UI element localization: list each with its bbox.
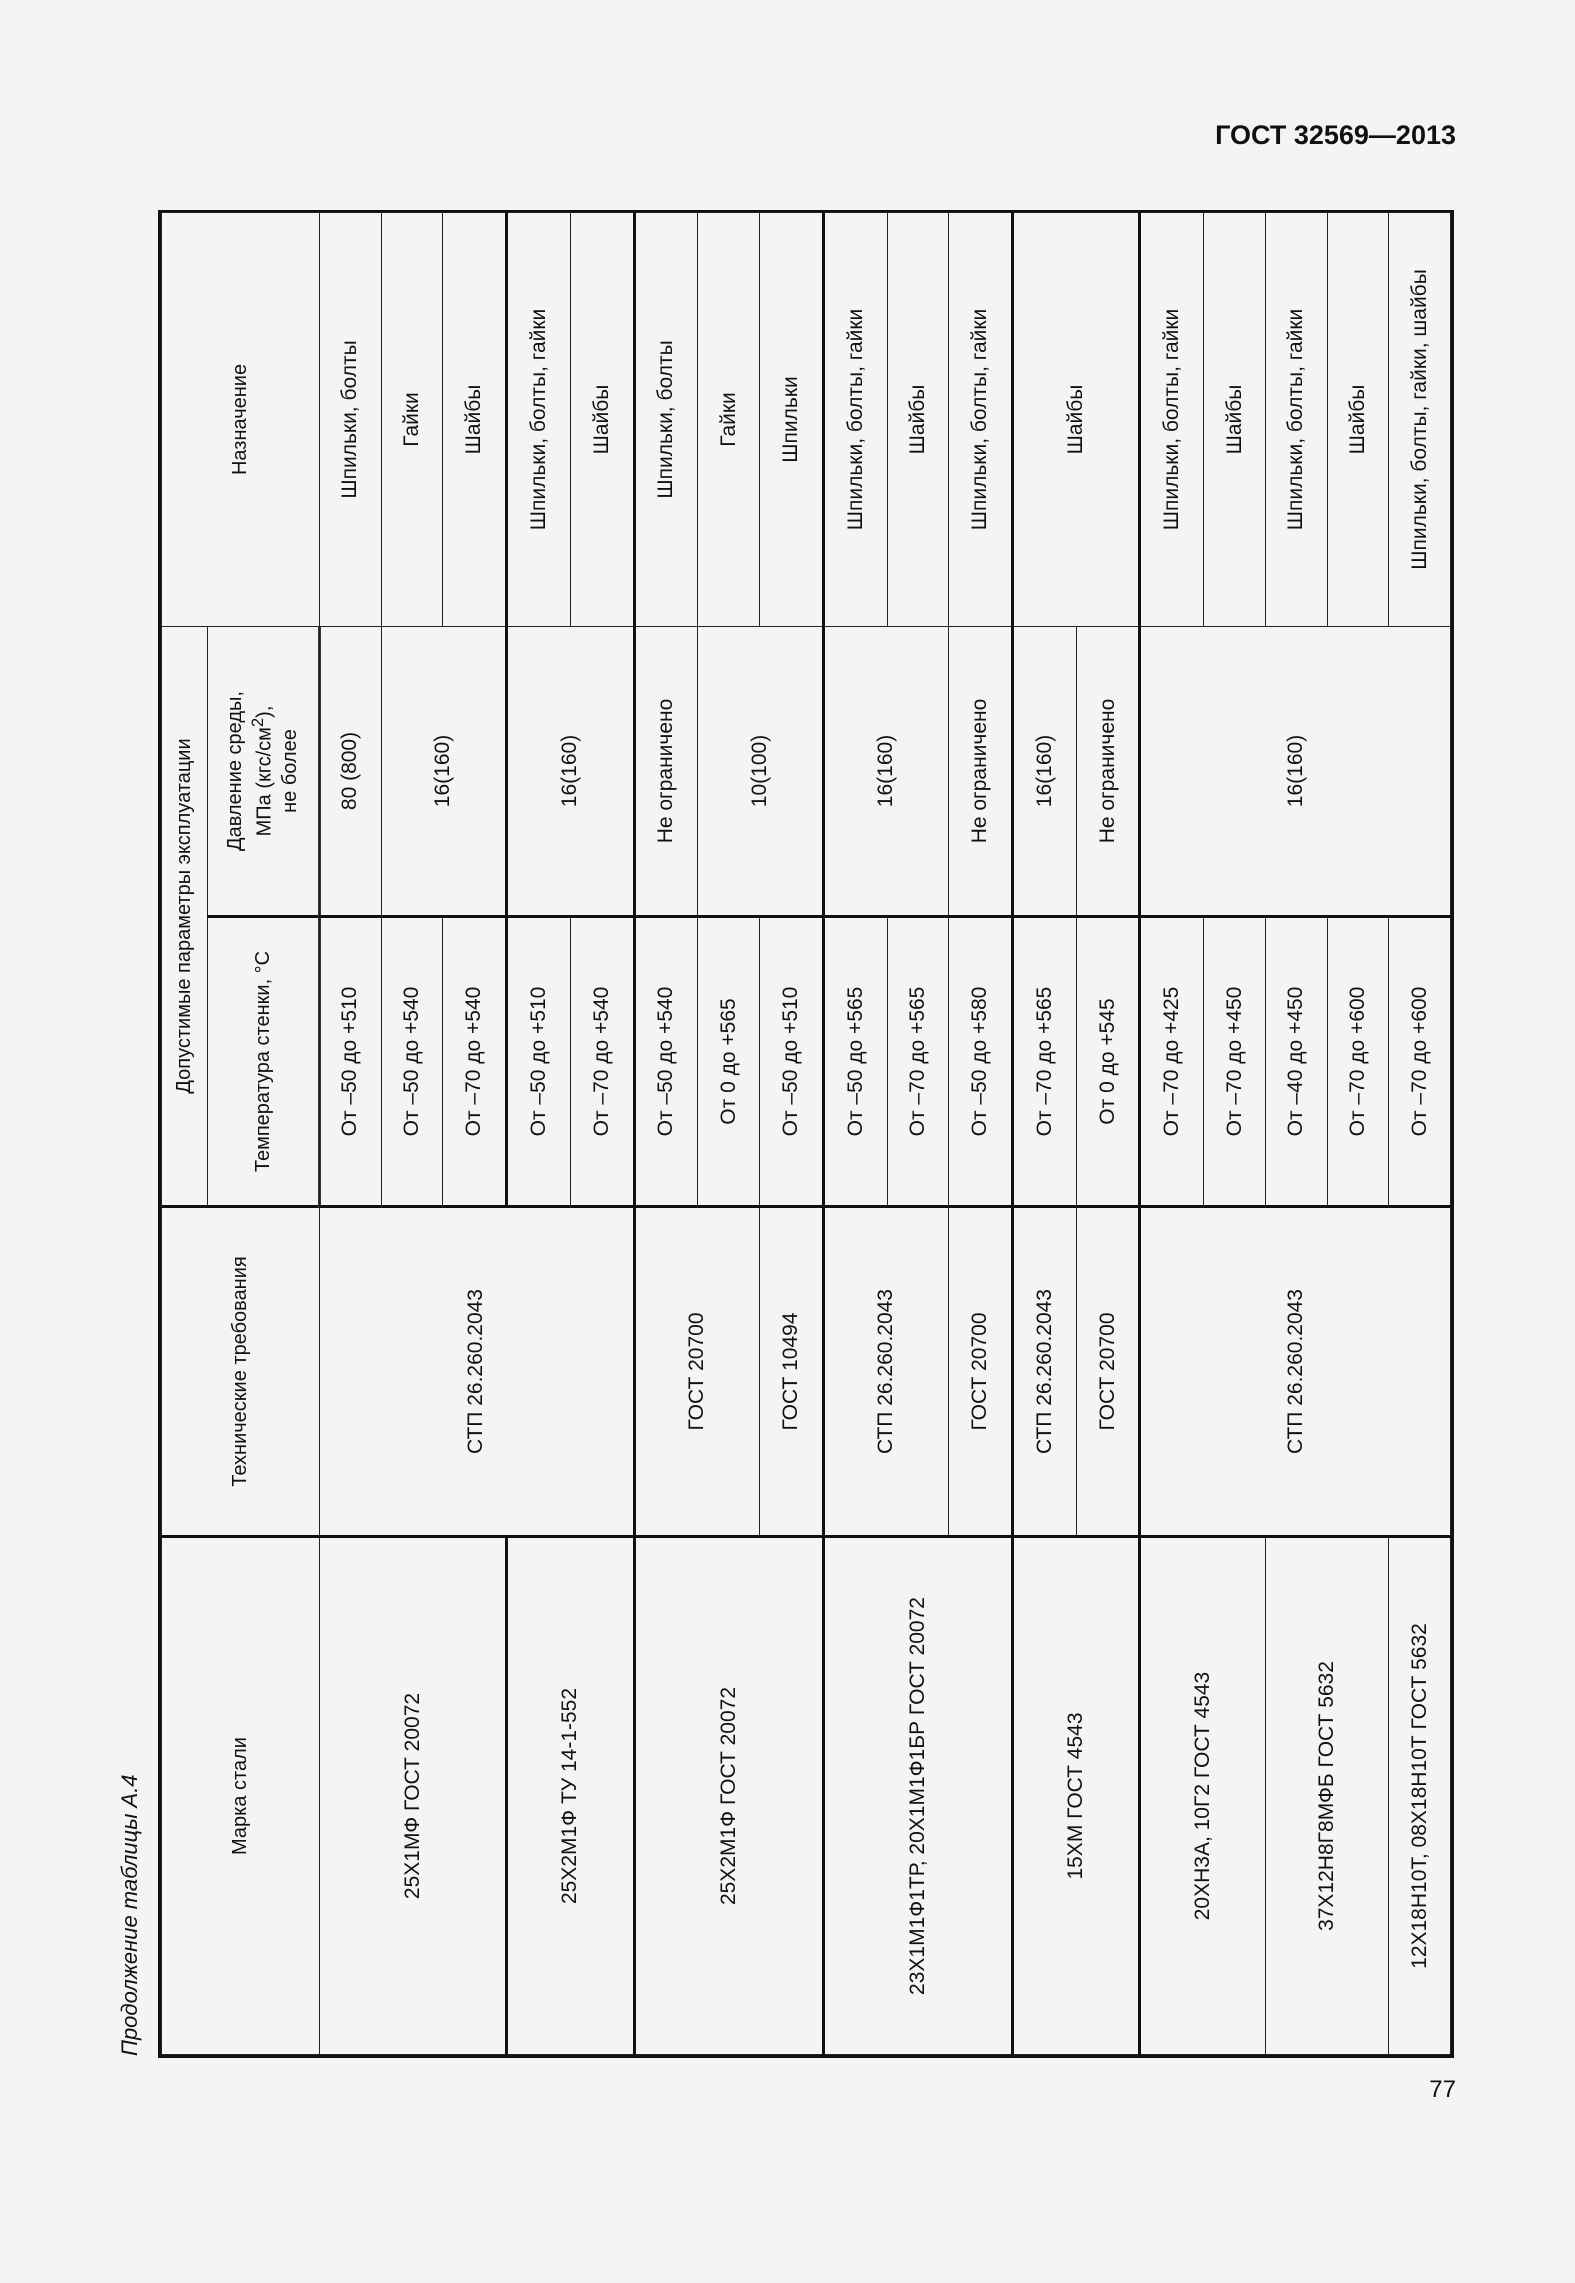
temp-cell: От –50 до +510 <box>507 917 571 1207</box>
temp-cell: От –50 до +580 <box>949 917 1013 1207</box>
table-row <box>507 212 571 2054</box>
temp-cell: От –50 до +510 <box>320 917 382 1207</box>
header-pressure-line1: Давление среды, <box>224 691 247 851</box>
temp-cell: От –70 до +565 <box>887 917 949 1207</box>
purpose-cell: Шпильки, болты, гайки <box>823 212 887 626</box>
purpose-cell: Шпильки, болты, гайки <box>1265 212 1327 626</box>
header-pressure-sup: 2 <box>248 717 268 728</box>
steel-cell: 15ХМ ГОСТ 4543 <box>1012 1537 1140 2055</box>
pressure-cell: Не ограничено <box>634 626 698 916</box>
table-row <box>634 212 698 2054</box>
temp-cell: От 0 до +565 <box>698 917 760 1207</box>
temp-cell: От –50 до +565 <box>823 917 887 1207</box>
page-number: 77 <box>1429 2076 1456 2103</box>
steel-cell: 37Х12Н8Г8МФБ ГОСТ 5632 <box>1265 1537 1388 2055</box>
purpose-cell: Шпильки, болты, гайки <box>507 212 571 626</box>
temp-cell: От –50 до +510 <box>759 917 823 1207</box>
pressure-cell: Не ограничено <box>949 626 1013 916</box>
temp-cell: От –70 до +600 <box>1389 917 1451 1207</box>
header-purpose: Назначение <box>162 212 320 626</box>
pressure-cell: 16(160) <box>1140 626 1451 916</box>
steel-cell: 25Х2М1Ф ТУ 14-1-552 <box>507 1537 635 2055</box>
header-pressure-line3: не более <box>278 729 301 813</box>
purpose-cell: Гайки <box>698 212 760 626</box>
table-caption: Продолжение таблицы А.4 <box>117 1774 142 2056</box>
document-code: ГОСТ 32569—2013 <box>1215 120 1456 150</box>
purpose-cell: Шпильки, болты, гайки <box>1140 212 1204 626</box>
temp-cell: От –70 до +565 <box>1012 917 1076 1207</box>
pressure-cell: 16(160) <box>823 626 948 916</box>
steel-cell: 25Х1МФ ГОСТ 20072 <box>320 1537 507 2055</box>
table-row <box>320 212 382 2054</box>
temp-cell: От –40 до +450 <box>1265 917 1327 1207</box>
header-pressure-line2: МПа (кгс/см <box>253 727 276 837</box>
temp-cell: От –70 до +540 <box>570 917 634 1207</box>
pressure-cell: 16(160) <box>507 626 635 916</box>
tech-cell: СТП 26.260.2043 <box>320 1207 635 1537</box>
steel-cell: 20ХН3А, 10Г2 ГОСТ 4543 <box>1140 1537 1265 2055</box>
table-row <box>1265 212 1327 2054</box>
header-params: Допустимые параметры эксплуатации <box>162 626 208 1206</box>
tech-cell: СТП 26.260.2043 <box>1012 1207 1076 1537</box>
header-temp: Температура стенки, °С <box>208 917 320 1207</box>
purpose-cell: Шпильки <box>759 212 823 626</box>
tech-cell: ГОСТ 20700 <box>1076 1207 1140 1537</box>
tech-cell: СТП 26.260.2043 <box>823 1207 948 1537</box>
table-row <box>1389 212 1451 2054</box>
tech-cell: ГОСТ 20700 <box>634 1207 759 1537</box>
header-tech: Технические требования <box>162 1207 320 1537</box>
temp-cell: От –70 до +600 <box>1327 917 1389 1207</box>
table-row <box>1012 212 1076 2054</box>
purpose-cell: Шпильки, болты <box>320 212 382 626</box>
temp-cell: От –70 до +450 <box>1204 917 1266 1207</box>
purpose-cell: Шайбы <box>1204 212 1266 626</box>
pressure-cell: 16(160) <box>1012 626 1076 916</box>
pressure-cell: 80 (800) <box>320 626 382 916</box>
steel-cell: 25Х2М1Ф ГОСТ 20072 <box>634 1537 823 2055</box>
tech-cell: ГОСТ 10494 <box>759 1207 823 1537</box>
steel-table <box>158 210 1454 2058</box>
temp-cell: От –70 до +425 <box>1140 917 1204 1207</box>
purpose-cell: Гайки <box>381 212 443 626</box>
purpose-cell: Шайбы <box>1012 212 1140 626</box>
header-steel: Марка стали <box>162 1537 320 2055</box>
tech-cell: ГОСТ 20700 <box>949 1207 1013 1537</box>
steel-cell: 12Х18Н10Т, 08Х18Н10Т ГОСТ 5632 <box>1389 1537 1451 2055</box>
temp-cell: От 0 до +545 <box>1076 917 1140 1207</box>
pressure-cell: 10(100) <box>698 626 823 916</box>
rotated-table-area <box>104 208 1456 2058</box>
temp-cell: От –70 до +540 <box>443 917 507 1207</box>
pressure-cell: 16(160) <box>381 626 506 916</box>
table-row <box>1140 212 1204 2054</box>
steel-cell: 23Х1М1Ф1ТР, 20Х1М1Ф1БР ГОСТ 20072 <box>823 1537 1012 2055</box>
purpose-cell: Шпильки, болты <box>634 212 698 626</box>
purpose-cell: Шайбы <box>1327 212 1389 626</box>
purpose-cell: Шайбы <box>887 212 949 626</box>
purpose-cell: Шайбы <box>570 212 634 626</box>
tech-cell: СТП 26.260.2043 <box>1140 1207 1451 1537</box>
header-pressure <box>208 626 320 916</box>
purpose-cell: Шпильки, болты, гайки <box>949 212 1013 626</box>
pressure-cell: Не ограничено <box>1076 626 1140 916</box>
header-pressure-line2-end: ), <box>253 705 276 718</box>
temp-cell: От –50 до +540 <box>634 917 698 1207</box>
purpose-cell: Шпильки, болты, гайки, шайбы <box>1389 212 1451 626</box>
table-row <box>823 212 887 2054</box>
purpose-cell: Шайбы <box>443 212 507 626</box>
temp-cell: От –50 до +540 <box>381 917 443 1207</box>
